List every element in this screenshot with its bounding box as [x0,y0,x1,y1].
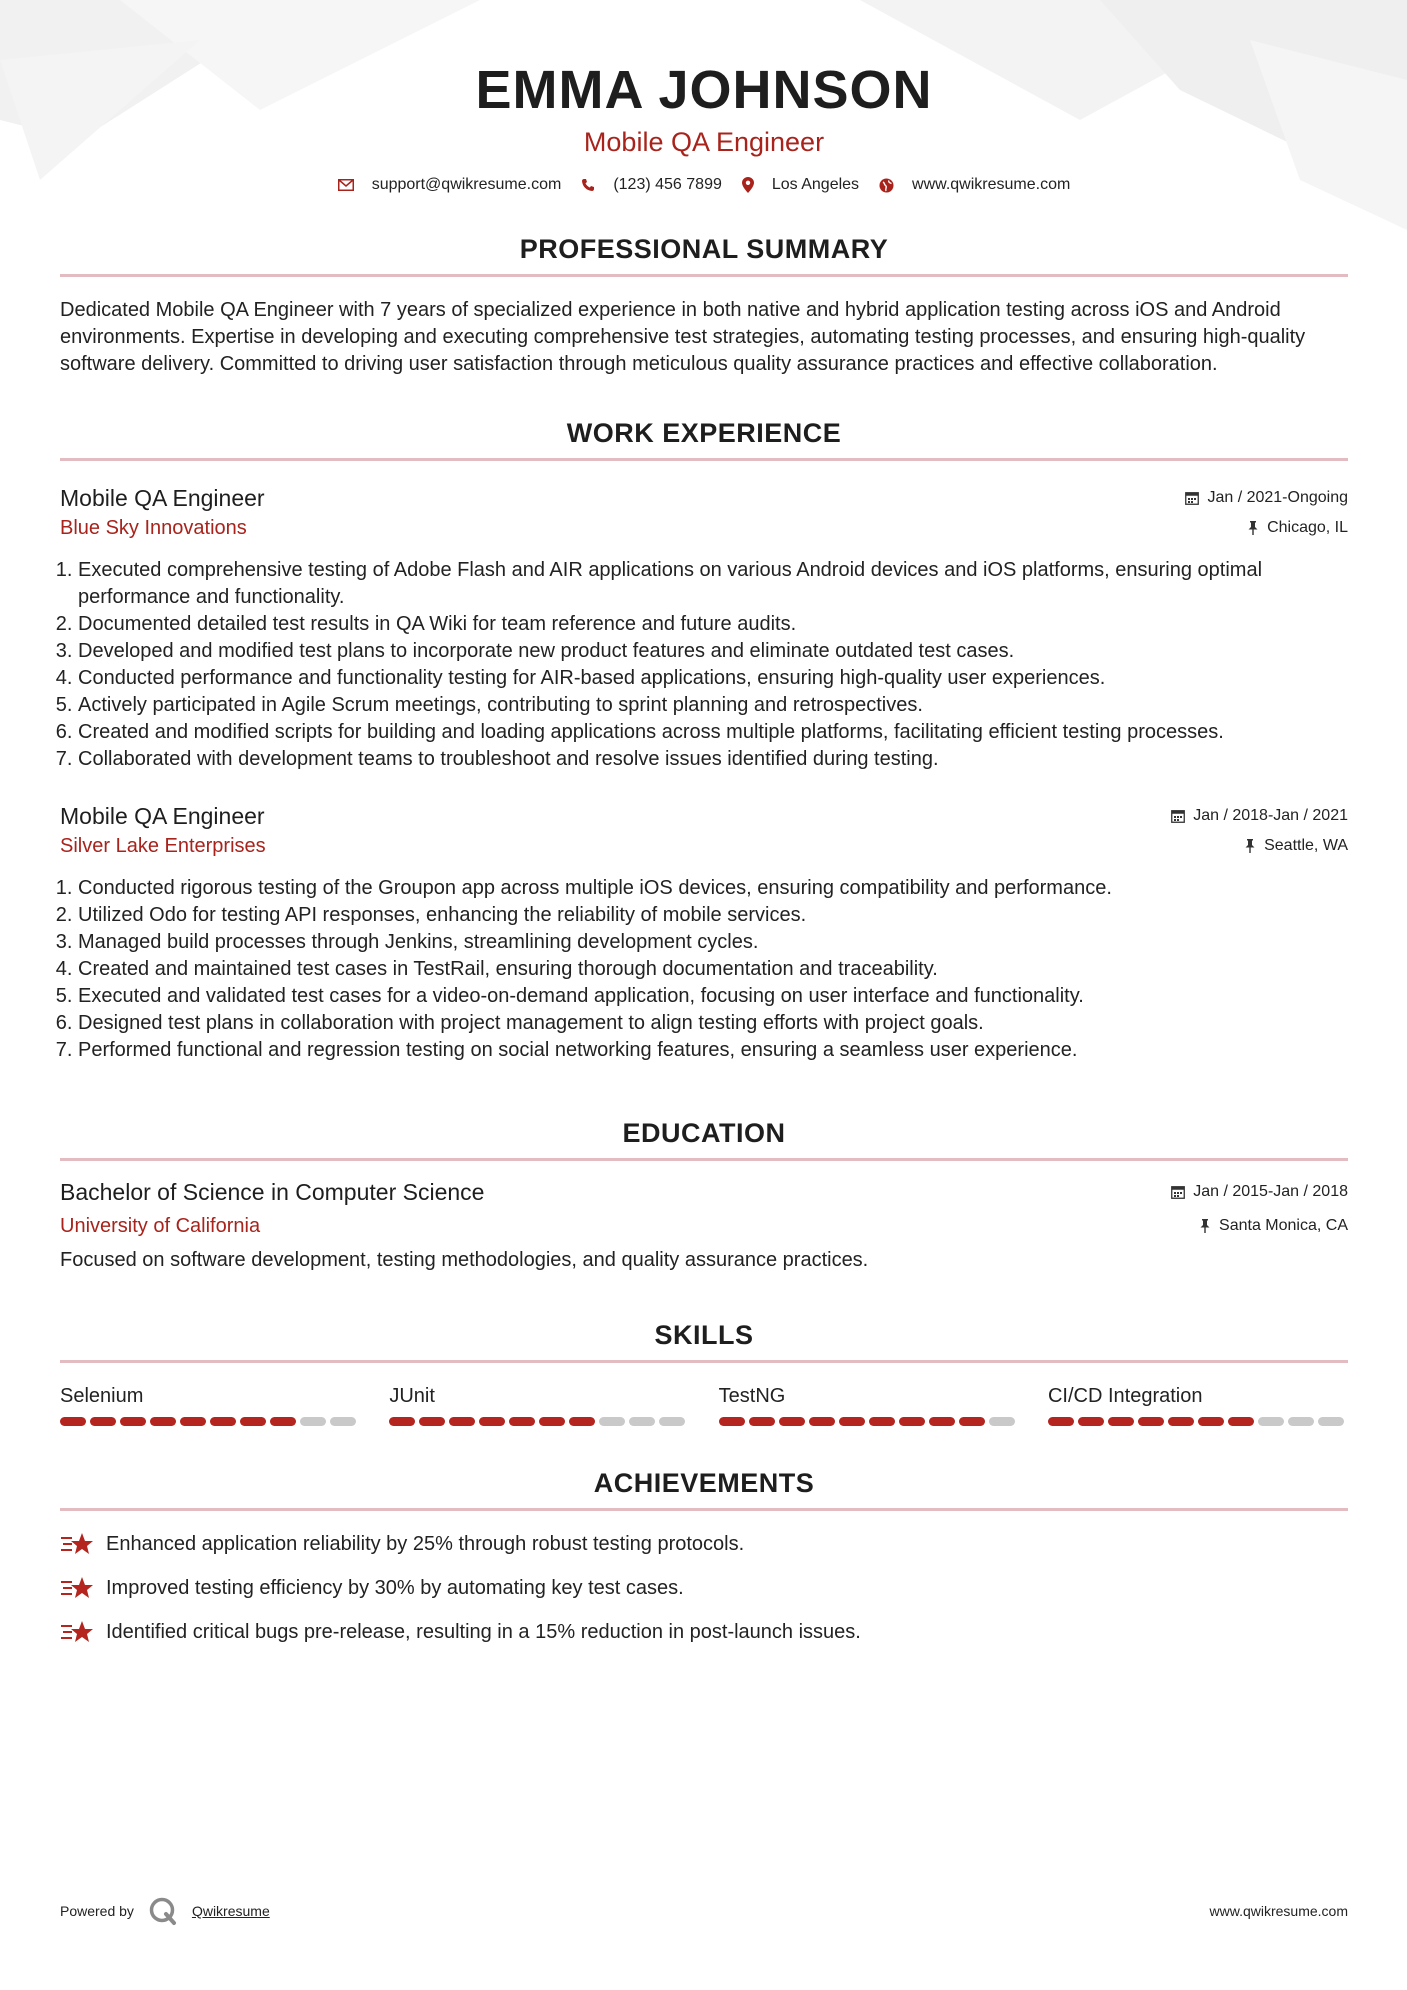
job-location-text: Chicago, IL [1267,519,1348,536]
achievements-list [60,1529,1348,1647]
shooting-star-icon [60,1532,94,1556]
skill-name: TestNG [718,1385,786,1407]
job-location-text: Seattle, WA [1264,837,1348,854]
skill-level-bar [60,1417,360,1426]
list-item: 5. Executed and validated test cases for a video-on-demand application, focusing on user interface and functionality. [78,983,1348,1010]
skill-level-bar [389,1417,689,1426]
resume-header [60,0,1348,194]
job-entry [60,483,1348,773]
job-dates-text: Jan / 2021-Ongoing [1207,489,1348,506]
page-footer [60,1896,1348,1926]
skill-segment-filled [419,1417,445,1426]
skill-segment-filled [1168,1417,1194,1426]
skill-segment-filled [749,1417,775,1426]
summary-section [60,232,1348,378]
skill-segment-filled [270,1417,296,1426]
education-location [1199,1217,1348,1235]
skill-segment-empty [330,1417,356,1426]
website-text: www.qwikresume.com [912,176,1071,193]
skill-segment-filled [869,1417,895,1426]
list-item: 5. Actively participated in Agile Scrum meetings, contributing to sprint planning and retrospectives. [78,692,1348,719]
skill-segment-empty [629,1417,655,1426]
footer-website[interactable]: www.qwikresume.com [1209,1903,1348,1919]
list-item: 7. Collaborated with development teams to troubleshoot and resolve issues identified during testing. [78,746,1348,773]
achievement-item [60,1617,1348,1647]
skill-segment-filled [779,1417,805,1426]
school: University of California [60,1215,261,1237]
skill-segment-filled [1108,1417,1134,1426]
job-entry [60,801,1348,1064]
skill-segment-filled [240,1417,266,1426]
skill-segment-filled [180,1417,206,1426]
skills-list [60,1383,1348,1426]
job-dates [1171,807,1348,825]
skill-segment-filled [569,1417,595,1426]
skills-section [60,1318,1348,1426]
list-item: 3. Managed build processes through Jenkins, streamlining development cycles. [78,929,1348,956]
skill-item [719,1383,1019,1426]
section-divider [60,1360,1348,1363]
contact-website[interactable] [879,176,1070,194]
achievement-text: Improved testing efficiency by 30% by automating key test cases. [106,1577,684,1599]
phone-icon [581,178,595,192]
achievements-section [60,1466,1348,1647]
skills-heading: SKILLS [654,1320,754,1350]
list-item: 4. Conducted performance and functionality testing for AIR-based applications, ensuring high-quality user experiences. [78,665,1348,692]
skill-segment-empty [659,1417,685,1426]
skill-name: Selenium [60,1385,144,1407]
achievement-item [60,1529,1348,1559]
section-divider [60,274,1348,277]
qwikresume-logo-icon [148,1896,178,1926]
skill-item [1048,1383,1348,1426]
education-dates-text: Jan / 2015-Jan / 2018 [1193,1183,1348,1200]
skill-segment-filled [959,1417,985,1426]
shooting-star-icon [60,1620,94,1644]
qwikresume-link[interactable]: Qwikresume [191,1903,270,1919]
degree: Bachelor of Science in Computer Science [60,1179,485,1205]
education-location-text: Santa Monica, CA [1219,1217,1348,1234]
skill-segment-filled [1078,1417,1104,1426]
skill-level-bar [1048,1417,1348,1426]
skill-item [389,1383,689,1426]
job-location [1244,837,1348,855]
achievement-text: Enhanced application reliability by 25% through robust testing protocols. [106,1533,745,1555]
skill-segment-filled [449,1417,475,1426]
skill-segment-filled [1228,1417,1254,1426]
skill-segment-filled [719,1417,745,1426]
resume-page [60,0,1348,1661]
job-dates-text: Jan / 2018-Jan / 2021 [1193,807,1348,824]
powered-by-label: Powered by [60,1903,134,1919]
skill-segment-filled [1048,1417,1074,1426]
skill-segment-empty [1288,1417,1314,1426]
skill-segment-filled [90,1417,116,1426]
achievement-item [60,1573,1348,1603]
skill-name: JUnit [389,1385,435,1407]
experience-section [60,416,1348,1064]
calendar-icon [1171,1185,1185,1199]
email-text: support@qwikresume.com [371,176,562,193]
map-pin-icon [742,177,754,193]
achievement-text: Identified critical bugs pre-release, resulting in a 15% reduction in post-launch issues. [106,1621,861,1643]
skill-segment-empty [989,1417,1015,1426]
skill-segment-empty [1318,1417,1344,1426]
skill-segment-filled [539,1417,565,1426]
skill-segment-filled [389,1417,415,1426]
skill-segment-empty [1258,1417,1284,1426]
list-item: 6. Created and modified scripts for building and loading applications across multiple platforms, facilitating efficient testing processes. [78,719,1348,746]
skill-item [60,1383,360,1426]
achievements-heading: ACHIEVEMENTS [593,1468,815,1498]
candidate-title: Mobile QA Engineer [583,127,825,157]
job-dates [1185,489,1348,507]
skill-segment-filled [479,1417,505,1426]
skill-segment-filled [929,1417,955,1426]
pushpin-icon [1199,1219,1211,1233]
contact-bar [60,176,1348,194]
job-responsibilities [60,557,1348,773]
skill-segment-filled [899,1417,925,1426]
skill-segment-empty [300,1417,326,1426]
contact-phone[interactable] [581,176,722,194]
skill-segment-filled [1138,1417,1164,1426]
calendar-icon [1185,491,1199,505]
skill-segment-filled [210,1417,236,1426]
skill-segment-filled [120,1417,146,1426]
powered-by [60,1896,270,1926]
summary-heading: PROFESSIONAL SUMMARY [519,234,889,264]
skill-segment-filled [809,1417,835,1426]
skill-segment-filled [509,1417,535,1426]
shooting-star-icon [60,1576,94,1600]
pushpin-icon [1247,521,1259,535]
skill-segment-filled [839,1417,865,1426]
education-heading: EDUCATION [622,1118,786,1148]
education-entry [60,1177,1348,1274]
location-text: Los Angeles [771,176,860,193]
skill-segment-empty [599,1417,625,1426]
job-responsibilities [60,875,1348,1064]
section-divider [60,1158,1348,1161]
list-item: 6. Designed test plans in collaboration with project management to align testing efforts with project goals. [78,1010,1348,1037]
skill-segment-filled [60,1417,86,1426]
skill-segment-filled [1198,1417,1224,1426]
list-item: 2. Utilized Odo for testing API responses, enhancing the reliability of mobile services. [78,902,1348,929]
summary-text: Dedicated Mobile QA Engineer with 7 years of specialized experience in both native and hybrid application testing across iOS and Android environments. Expertise in developing and executing comprehensive test strategies, automating testing processes, and ensuring high-quality software delivery. Committed to driving user satisfaction through meticulous quality assurance practices and effective collaboration. [60,299,1306,375]
job-location [1247,519,1348,537]
list-item: 1. Executed comprehensive testing of Adobe Flash and AIR applications on various Android devices and iOS platforms, ensuring optimal performance and functionality. [78,557,1348,611]
experience-heading: WORK EXPERIENCE [566,418,842,448]
envelope-icon [338,179,354,191]
pushpin-icon [1244,839,1256,853]
job-company: Silver Lake Enterprises [60,835,266,857]
candidate-name: EMMA JOHNSON [475,60,933,120]
list-item: 2. Documented detailed test results in QA Wiki for team reference and future audits. [78,611,1348,638]
globe-icon [879,178,894,193]
list-item: 1. Conducted rigorous testing of the Groupon app across multiple iOS devices, ensuring compatibility and performance. [78,875,1348,902]
calendar-icon [1171,809,1185,823]
job-title: Mobile QA Engineer [60,485,265,511]
phone-text: (123) 456 7899 [613,176,722,193]
list-item: 3. Developed and modified test plans to incorporate new product features and eliminate outdated test cases. [78,638,1348,665]
section-divider [60,1508,1348,1511]
job-company: Blue Sky Innovations [60,517,247,539]
education-description: Focused on software development, testing methodologies, and quality assurance practices. [60,1249,869,1271]
list-item: 7. Performed functional and regression testing on social networking features, ensuring a seamless user experience. [78,1037,1348,1064]
skill-level-bar [719,1417,1019,1426]
education-section [60,1116,1348,1274]
contact-email[interactable] [338,176,562,194]
section-divider [60,458,1348,461]
job-title: Mobile QA Engineer [60,803,265,829]
contact-location [742,176,859,194]
education-dates [1171,1183,1348,1201]
list-item: 4. Created and maintained test cases in TestRail, ensuring thorough documentation and traceability. [78,956,1348,983]
skill-name: CI/CD Integration [1047,1385,1203,1407]
skill-segment-filled [150,1417,176,1426]
